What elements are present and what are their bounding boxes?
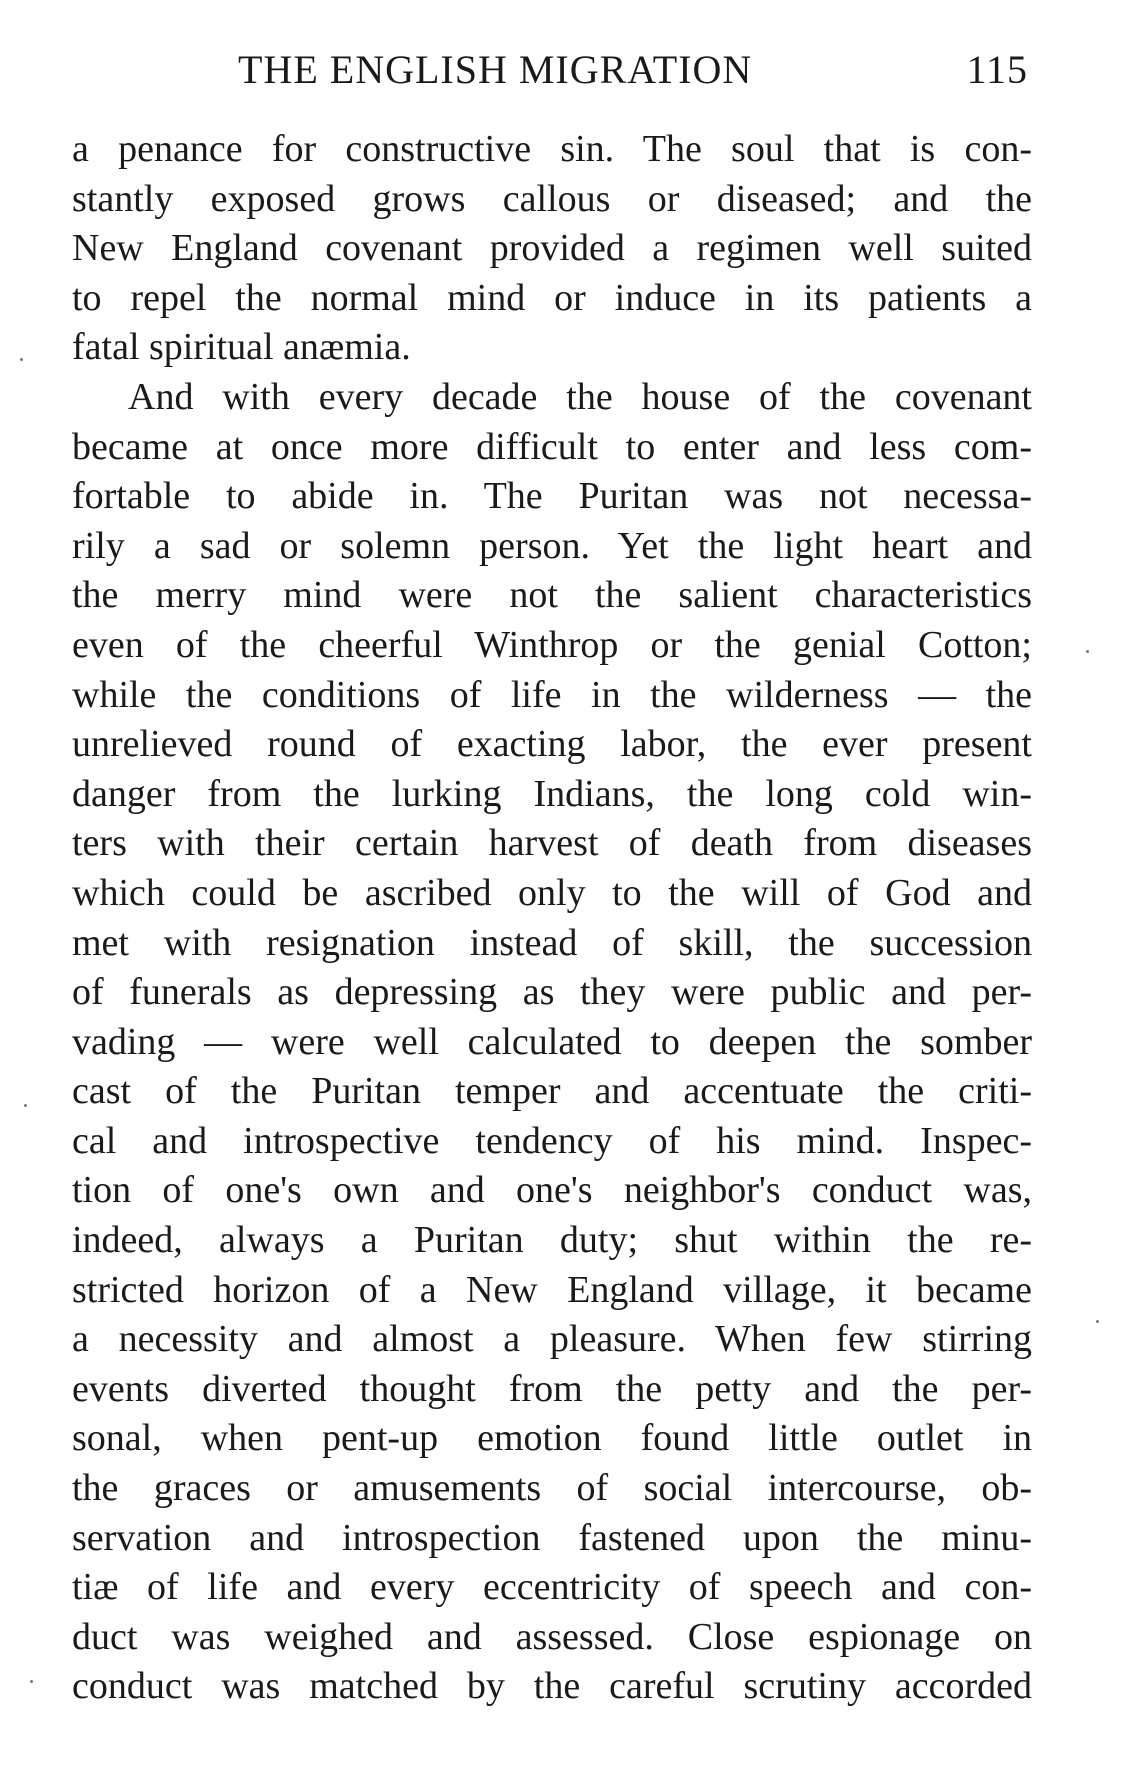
text-line: rily a sad or solemn person. Yet the light heart and: [72, 524, 1032, 567]
text-line: New England covenant provided a regimen well suited: [72, 227, 1032, 270]
text-line: the merry mind were not the salient characteristics: [72, 574, 1032, 617]
text-line: duct was weighed and assessed. Close espionage on: [72, 1615, 1032, 1658]
text-line: stricted horizon of a New England village, it became: [72, 1268, 1032, 1311]
scan-speck: [20, 358, 23, 361]
text-line: stantly exposed grows callous or diseased; and the: [72, 177, 1032, 220]
text-line: fatal spiritual anæmia.: [72, 326, 411, 369]
text-line: fortable to abide in. The Puritan was not necessa-: [72, 475, 1032, 518]
scan-speck: [30, 1680, 33, 1683]
text-line: servation and introspection fastened upon the minu-: [72, 1516, 1032, 1559]
text-line: a necessity and almost a pleasure. When few stirring: [72, 1318, 1032, 1361]
text-line: unrelieved round of exacting labor, the ever present: [72, 723, 1032, 766]
scan-speck: [24, 1104, 27, 1107]
page-number: 115: [966, 47, 1028, 92]
text-line: conduct was matched by the careful scrutiny accorded: [72, 1665, 1032, 1708]
scan-speck: [1096, 1320, 1099, 1323]
text-line: which could be ascribed only to the will of God and: [72, 871, 1032, 914]
text-line: tion of one's own and one's neighbor's conduct was,: [72, 1169, 1032, 1212]
text-line: a penance for constructive sin. The soul that is con-: [72, 128, 1032, 170]
running-head: [238, 38, 1028, 98]
body-text: [72, 125, 1032, 1712]
text-line: of funerals as depressing as they were public and per-: [72, 971, 1032, 1014]
text-line: met with resignation instead of skill, the succession: [72, 921, 1032, 964]
running-title: THE ENGLISH MIGRATION: [238, 47, 753, 92]
text-line: And with every decade the house of the covenant: [128, 375, 1032, 418]
text-line: ters with their certain harvest of death from diseases: [72, 822, 1032, 865]
text-line: indeed, always a Puritan duty; shut within the re-: [72, 1219, 1032, 1262]
text-line: to repel the normal mind or induce in its patients a: [72, 276, 1032, 319]
text-line: even of the cheerful Winthrop or the genial Cotton;: [72, 623, 1032, 666]
text-line: cal and introspective tendency of his mind. Inspec-: [72, 1119, 1032, 1162]
text-line: events diverted thought from the petty and the per-: [72, 1367, 1032, 1410]
scan-speck: [1086, 650, 1089, 653]
text-line: cast of the Puritan temper and accentuate the criti-: [72, 1070, 1032, 1113]
text-line: while the conditions of life in the wilderness — the: [72, 673, 1032, 716]
text-line: danger from the lurking Indians, the long cold win-: [72, 772, 1032, 815]
text-line: sonal, when pent-up emotion found little outlet in: [72, 1417, 1032, 1460]
text-line: the graces or amusements of social intercourse, ob-: [72, 1467, 1032, 1510]
text-line: became at once more difficult to enter and less com-: [72, 425, 1032, 468]
text-line: tiæ of life and every eccentricity of speech and con-: [72, 1566, 1032, 1609]
text-line: vading — were well calculated to deepen the somber: [72, 1020, 1032, 1063]
